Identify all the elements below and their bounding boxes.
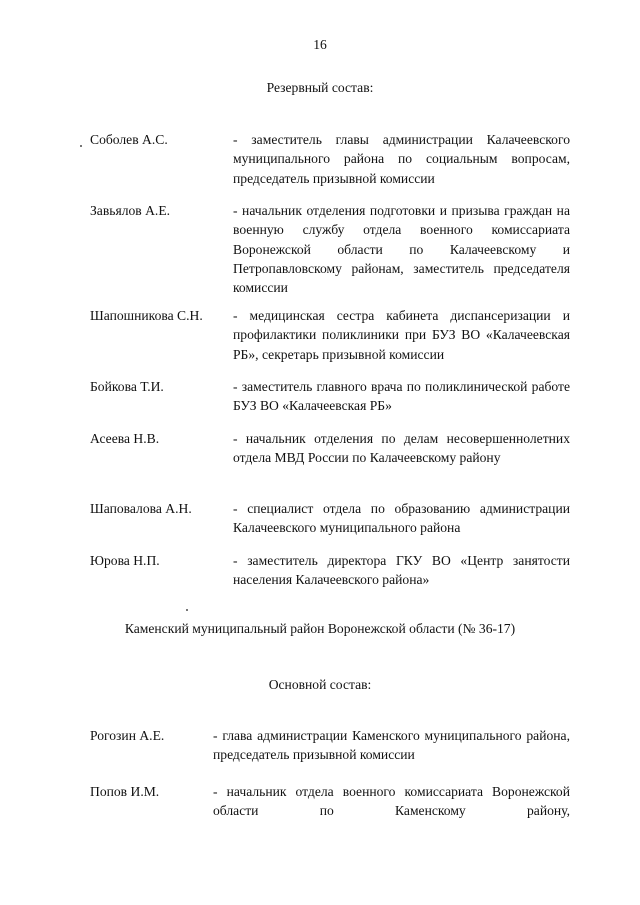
member-name: Асеева Н.В. — [90, 431, 160, 446]
member-name: Шаповалова А.Н. — [90, 501, 192, 516]
scan-speck — [80, 145, 82, 147]
member-role: - заместитель главы администрации Калачеевского муниципального района по социальным вопросам, председатель призывной комиссии — [233, 132, 570, 186]
member-role: - заместитель главного врача по поликлинической работе БУЗ ВО «Калачеевская РБ» — [233, 379, 570, 414]
member-role: - начальник отдела военного комиссариата Воронежской области по Каменскому району, — [213, 784, 570, 819]
scan-speck — [186, 609, 188, 611]
section-heading-reserve: Резервный состав: — [266, 80, 374, 95]
member-role: - заместитель директора ГКУ ВО «Центр занятости населения Калачеевского района» — [233, 553, 570, 588]
district-title: Каменский муниципальный район Воронежской области (№ 36-17) — [124, 621, 516, 636]
member-role: - начальник отделения по делам несовершеннолетних отдела МВД России по Калачеевскому району — [233, 431, 570, 466]
member-role: - глава администрации Каменского муниципального района, председатель призывной комиссии — [213, 728, 570, 763]
member-role: - медицинская сестра кабинета диспансеризации и профилактики поликлиники при БУЗ ВО «Калачеевская РБ», секретарь призывной комиссии — [233, 308, 570, 362]
member-name: Попов И.М. — [90, 784, 160, 799]
member-name: Бойкова Т.И. — [90, 379, 164, 394]
member-role: - начальник отделения подготовки и призыва граждан на военную службу отдела военного комиссариата Воронежской области по Калачеевскому и Петропавловскому районам, заместитель председателя комиссии — [233, 203, 570, 296]
member-name: Завьялов А.Е. — [90, 203, 171, 218]
member-name: Юрова Н.П. — [90, 553, 160, 568]
member-role: - специалист отдела по образованию администрации Калачеевского муниципального района — [233, 501, 570, 536]
page-number: 16 — [313, 37, 327, 52]
section-heading-main: Основной состав: — [268, 677, 372, 692]
member-name: Соболев А.С. — [90, 132, 168, 147]
member-name: Рогозин А.Е. — [90, 728, 165, 743]
member-name: Шапошникова С.Н. — [90, 308, 203, 323]
